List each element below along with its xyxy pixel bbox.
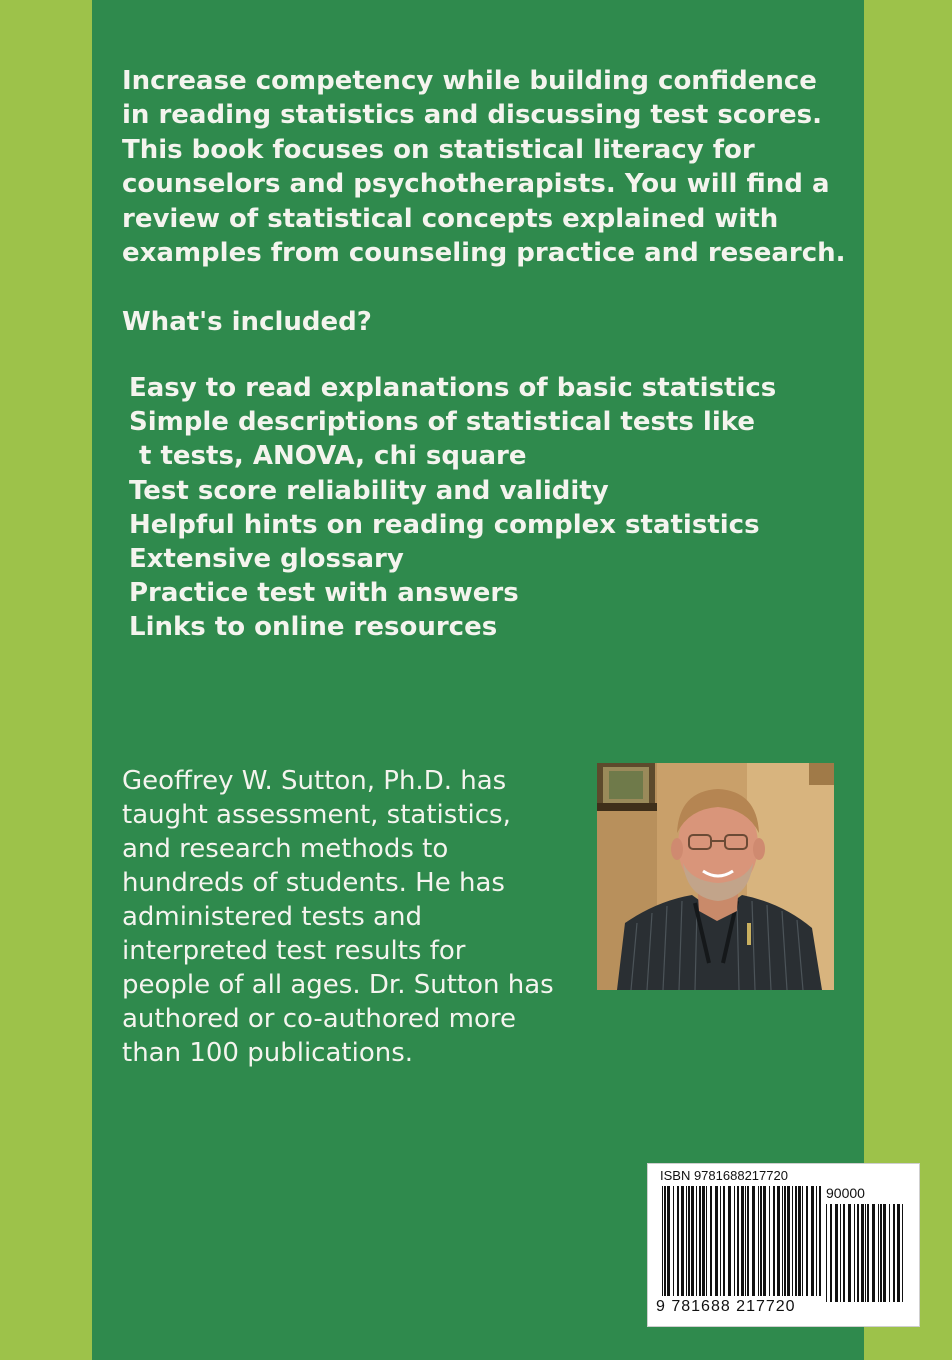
isbn-barcode [647,1163,920,1327]
author-photo [597,763,834,990]
bio-line: hundreds of students. He has [122,868,505,898]
bio-line: and research methods to [122,834,449,864]
barcode-bars-icon [662,1186,822,1304]
included-item: Easy to read explanations of basic statistics [129,373,777,403]
barcode-digits: 9 781688 217720 [656,1298,796,1315]
blurb-line: examples from counseling practice and research. [122,238,846,269]
included-item: Links to online resources [129,612,498,643]
included-item: Simple descriptions of statistical tests like [129,407,755,438]
book-blurb [122,64,846,270]
included-item: t tests, ANOVA, chi square [139,441,527,472]
blurb-line: This book focuses on statistical literacy for [122,134,755,165]
bio-line: interpreted test results for [122,936,466,966]
bio-line: taught assessment, statistics, [122,800,511,830]
bio-line: people of all ages. Dr. Sutton has [122,970,554,1000]
blurb-line: review of statistical concepts explained with [122,203,779,234]
included-item: Extensive glossary [129,544,404,575]
bio-line: than 100 publications. [122,1038,414,1068]
included-list [129,371,776,645]
blurb-line: in reading statistics and discussing test scores. [122,100,822,131]
isbn-label: ISBN 9781688217720 [660,1168,788,1183]
bio-line: authored or co-authored more [122,1004,517,1034]
price-code: 90000 [826,1185,865,1201]
blurb-line: Increase competency while building confidence [122,66,817,96]
bio-line: administered tests and [122,902,422,932]
included-item: Practice test with answers [129,578,519,609]
addon-barcode-bars-icon [826,1204,906,1302]
author-bio [122,764,592,1070]
included-item: Helpful hints on reading complex statistics [129,509,760,540]
bio-line: Geoffrey W. Sutton, Ph.D. has [122,766,507,796]
author-portrait-icon [597,763,834,990]
included-heading: What's included? [122,307,372,337]
included-item: Test score reliability and validity [129,475,609,506]
blurb-line: counselors and psychotherapists. You will find a [122,169,830,200]
